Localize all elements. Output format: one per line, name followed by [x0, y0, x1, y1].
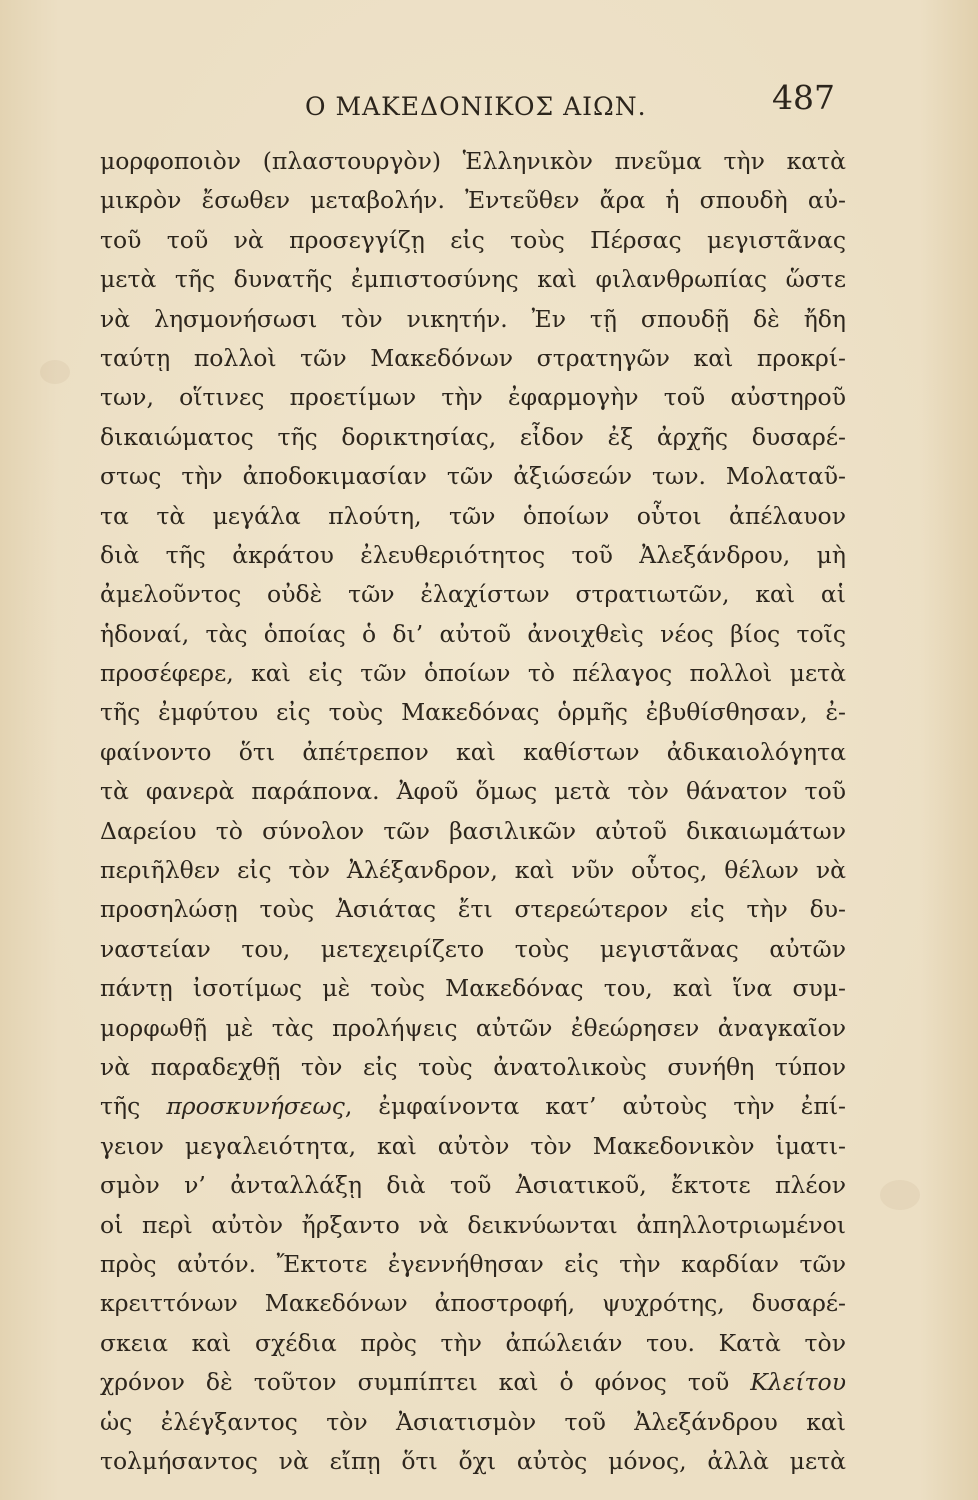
paper-stain: [880, 1180, 920, 1210]
text-line: νὰ παραδεχθῇ τὸν εἰς τοὺς ἀνατολικοὺς συνήθη τύπον: [100, 1052, 846, 1081]
text-line: δικαιώματος τῆς δορικτησίας, εἶδον ἐξ ἀρχῆς δυσαρέ-: [100, 422, 846, 451]
text-line: Δαρείου τὸ σύνολον τῶν βασιλικῶν αὐτοῦ δικαιωμάτων: [100, 816, 846, 845]
text-line: στως τὴν ἀποδοκιμασίαν τῶν ἀξιώσεών των. Μολαταῦ-: [100, 462, 846, 491]
text-line: νὰ λησμονήσωσι τὸν νικητήν. Ἐν τῇ σπουδῇ δὲ ἤδη: [100, 304, 846, 333]
paper-stain: [40, 360, 70, 384]
text-line: μετὰ τῆς δυνατῆς ἐμπιστοσύνης καὶ φιλανθρωπίας ὥστε: [100, 265, 846, 294]
text-line: μορφοποιὸν (πλαστουργὸν) Ἑλληνικὸν πνεῦμα τὴν κατὰ: [100, 147, 846, 175]
text-line: των, οἵτινες προετίμων τὴν ἐφαρμογὴν τοῦ αὐστηροῦ: [100, 383, 846, 412]
text-line: μικρὸν ἔσωθεν μεταβολήν. Ἐντεῦθεν ἄρα ἡ σπουδὴ αὐ-: [100, 186, 846, 215]
body-text: [100, 142, 846, 1481]
text-line: τῆς προσκυνήσεως, ἐμφαίνοντα κατ’ αὐτοὺς τὴν ἐπί-: [100, 1092, 846, 1121]
text-line: τὰ φανερὰ παράπονα. Ἀφοῦ ὅμως μετὰ τὸν θάνατον τοῦ: [100, 777, 846, 806]
running-title: Ο ΜΑΚΕΔΟΝΙΚΟΣ ΑΙΩΝ.: [305, 92, 647, 121]
text-line: πάντῃ ἰσοτίμως μὲ τοὺς Μακεδόνας του, καὶ ἵνα συμ-: [100, 974, 846, 1003]
text-line: τῆς ἐμφύτου εἰς τοὺς Μακεδόνας ὁρμῆς ἐβυθίσθησαν, ἐ-: [100, 698, 846, 727]
text-line: τολμήσαντος νὰ εἴπῃ ὅτι ὄχι αὐτὸς μόνος, ἀλλὰ μετὰ: [100, 1446, 846, 1475]
text-line: ὡς ἐλέγξαντος τὸν Ἀσιατισμὸν τοῦ Ἀλεξάνδρου καὶ: [100, 1407, 846, 1436]
page-header: [0, 78, 978, 128]
text-line: ταύτῃ πολλοὶ τῶν Μακεδόνων στρατηγῶν καὶ προκρί-: [100, 343, 846, 372]
text-line: σμὸν ν’ ἀνταλλάξῃ διὰ τοῦ Ἀσιατικοῦ, ἔκτοτε πλέον: [100, 1171, 846, 1200]
text-line: τοῦ τοῦ νὰ προσεγγίζῃ εἰς τοὺς Πέρσας μεγιστᾶνας: [100, 225, 846, 254]
text-line: φαίνοντο ὅτι ἀπέτρεπον καὶ καθίστων ἀδικαιολόγητα: [100, 737, 846, 766]
text-line: χρόνον δὲ τοῦτον συμπίπτει καὶ ὁ φόνος τοῦ Κλείτου: [100, 1368, 846, 1397]
text-line: τα τὰ μεγάλα πλούτη, τῶν ὁποίων οὗτοι ἀπέλαυον: [100, 501, 846, 530]
italic-term: Κλείτου: [750, 1368, 846, 1397]
text-line: ἀμελοῦντος οὐδὲ τῶν ἐλαχίστων στρατιωτῶν, καὶ αἱ: [100, 580, 846, 609]
text-line: πρὸς αὐτόν. Ἔκτοτε ἐγεννήθησαν εἰς τὴν καρδίαν τῶν: [100, 1249, 846, 1278]
italic-term: προσκυνήσεως: [166, 1092, 345, 1121]
text-line: προσηλώσῃ τοὺς Ἀσιάτας ἔτι στερεώτερον εἰς τὴν δυ-: [100, 895, 846, 924]
text-line: σκεια καὶ σχέδια πρὸς τὴν ἀπώλειάν του. Κατὰ τὸν: [100, 1328, 846, 1357]
text-line: διὰ τῆς ἀκράτου ἐλευθεριότητος τοῦ Ἀλεξάνδρου, μὴ: [100, 540, 846, 569]
text-line: γειον μεγαλειότητα, καὶ αὐτὸν τὸν Μακεδονικὸν ἱματι-: [100, 1131, 846, 1160]
text-line: ναστείαν του, μετεχειρίζετο τοὺς μεγιστᾶνας αὐτῶν: [100, 934, 846, 963]
page-number: 487: [772, 78, 835, 117]
text-line: προσέφερε, καὶ εἰς τῶν ὁποίων τὸ πέλαγος πολλοὶ μετὰ: [100, 659, 846, 688]
text-line: οἱ περὶ αὐτὸν ἤρξαντο νὰ δεικνύωνται ἀπηλλοτριωμένοι: [100, 1210, 846, 1239]
text-line: ἡδοναί, τὰς ὁποίας ὁ δι’ αὐτοῦ ἀνοιχθεὶς νέος βίος τοῖς: [100, 619, 846, 648]
text-line: κρειττόνων Μακεδόνων ἀποστροφή, ψυχρότης, δυσαρέ-: [100, 1289, 846, 1318]
text-line: μορφωθῇ μὲ τὰς προλήψεις αὐτῶν ἐθεώρησεν ἀναγκαῖον: [100, 1013, 846, 1042]
text-line: περιῆλθεν εἰς τὸν Ἀλέξανδρον, καὶ νῦν οὗτος, θέλων νὰ: [100, 856, 846, 885]
